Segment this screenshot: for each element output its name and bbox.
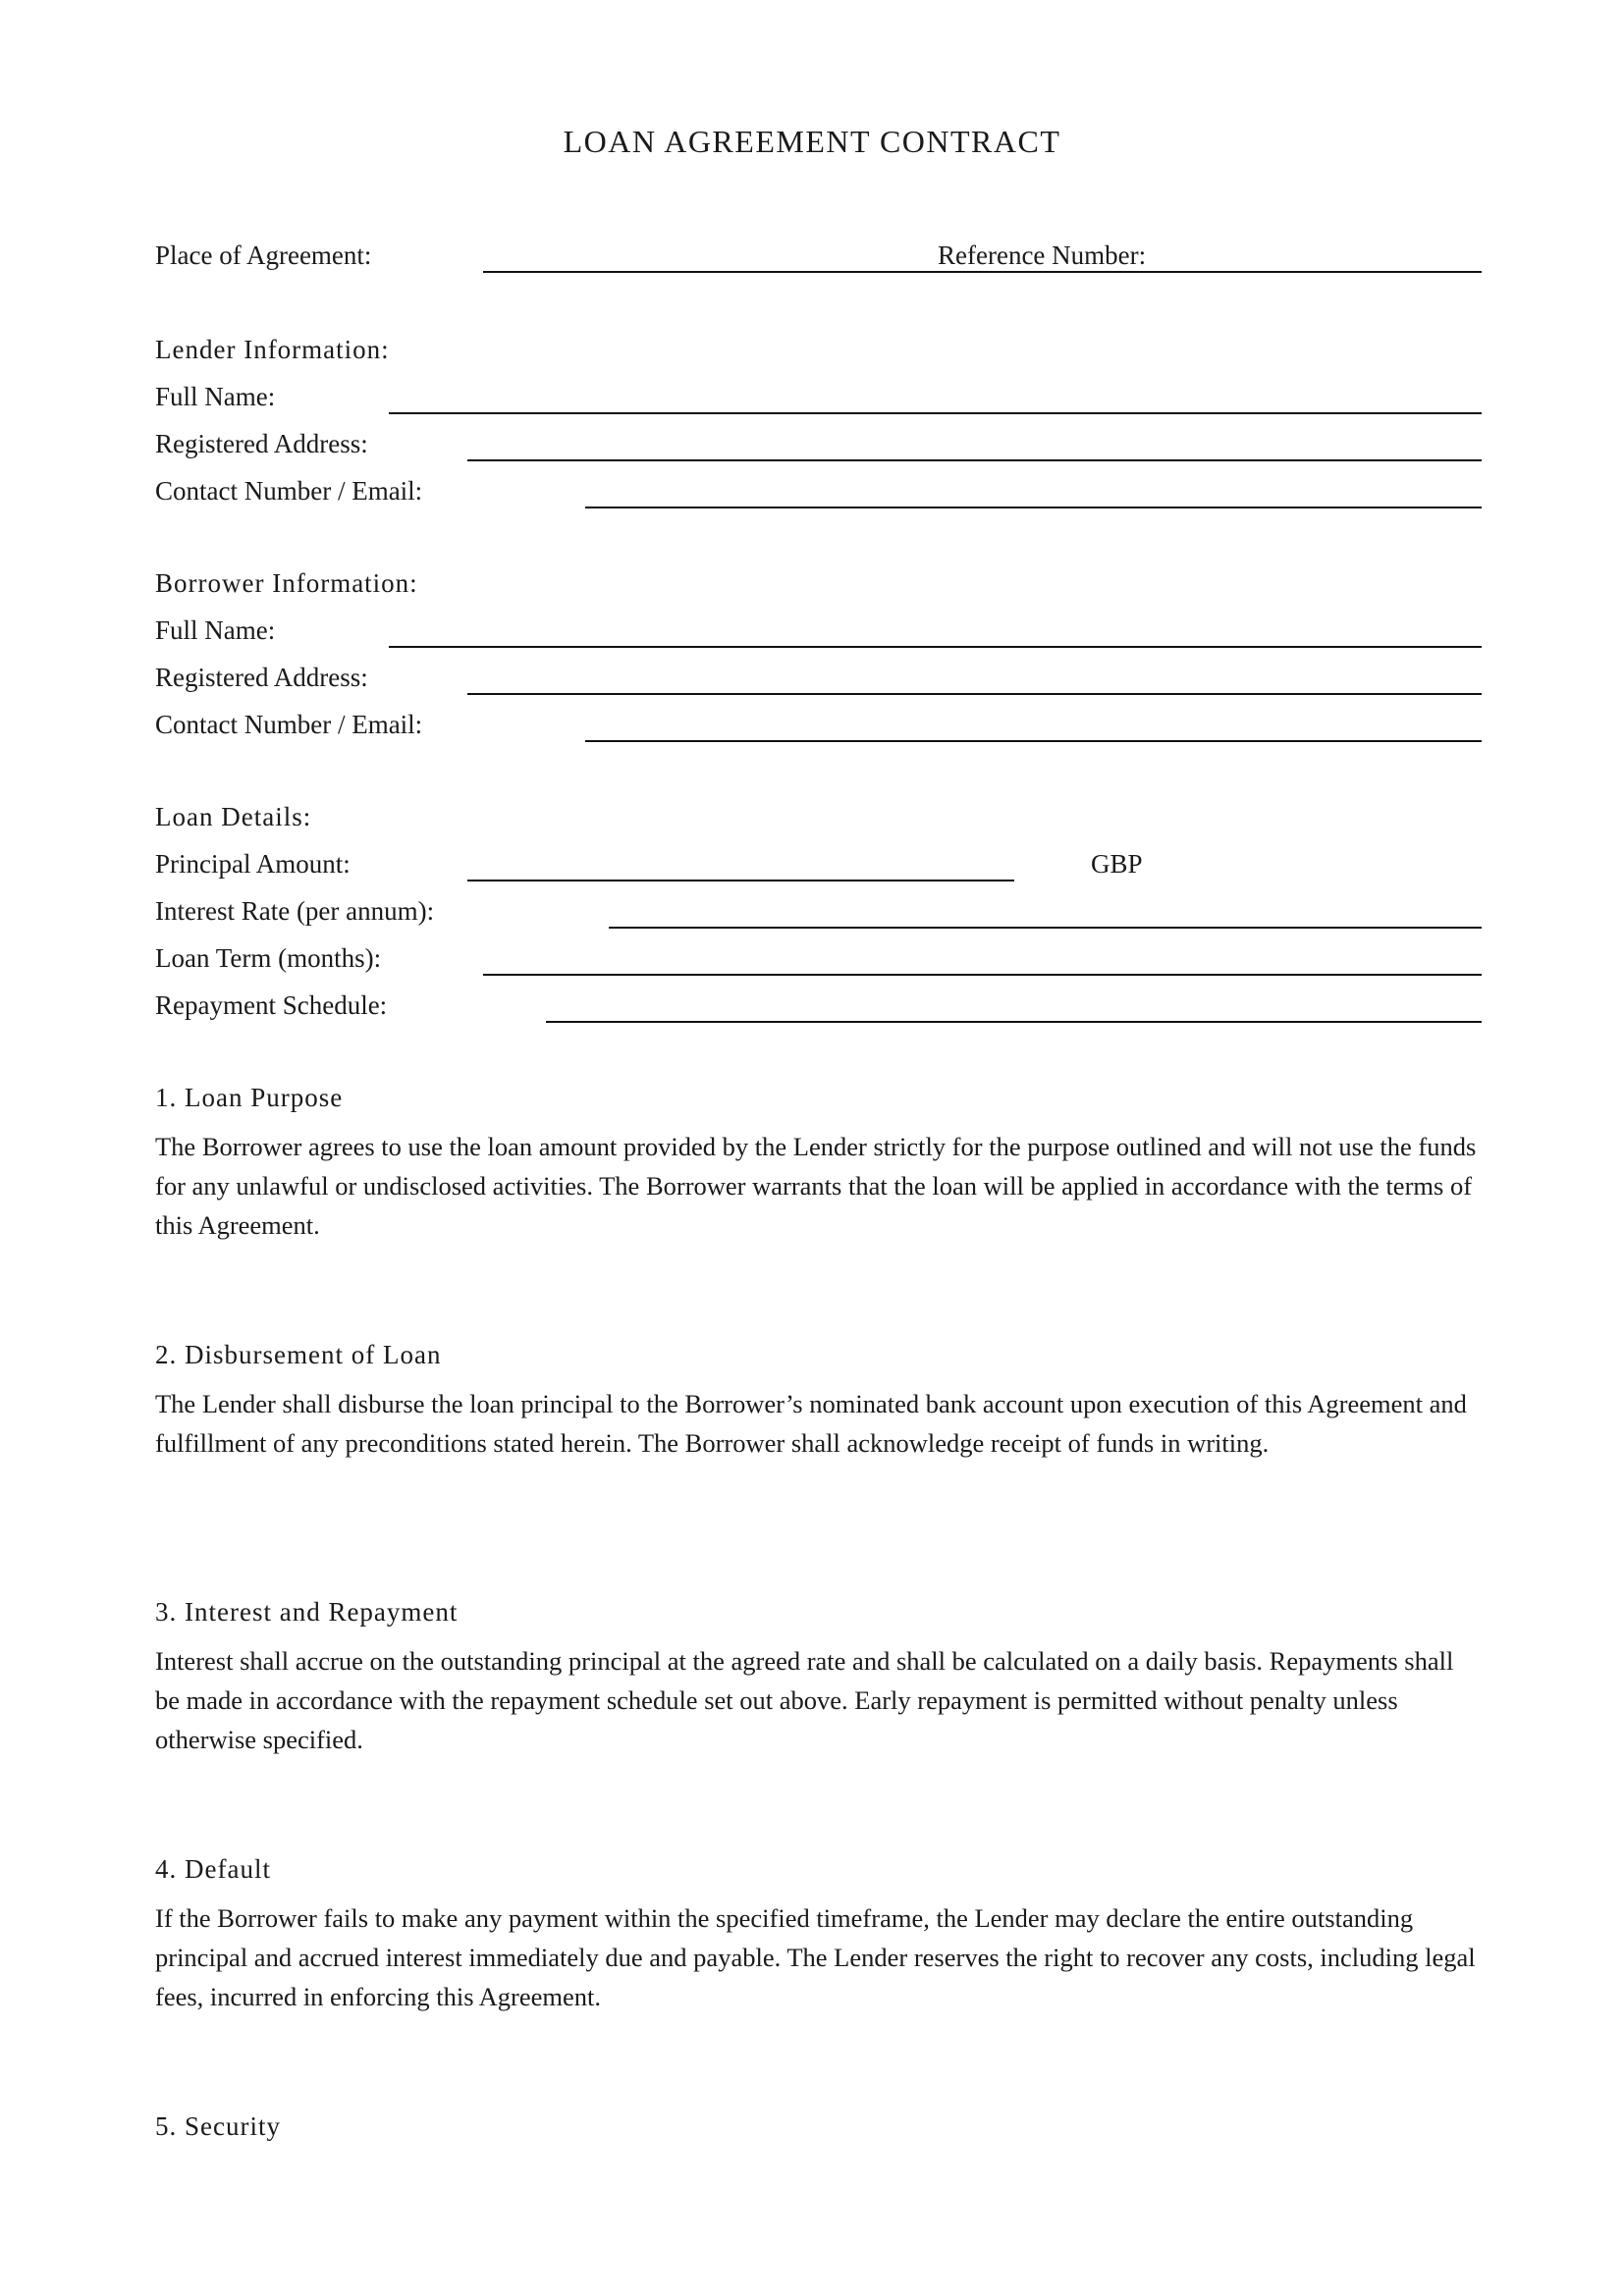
- lender-address-field[interactable]: [467, 459, 1482, 461]
- borrower-contact-label: Contact Number / Email:: [155, 710, 423, 739]
- lender-contact-label: Contact Number / Email:: [155, 476, 423, 506]
- section-body: Interest shall accrue on the outstanding principal at the agreed rate and shall be calculated on a daily basis. Repayments shall be made in accordance with the repayment schedule set out above. Early repayment is permitted without penalty unless otherwise specified.: [155, 1646, 1454, 1754]
- interest-rate-field[interactable]: [609, 927, 1482, 929]
- section-heading: 2. Disbursement of Loan: [155, 1340, 442, 1369]
- place-of-agreement-label: Place of Agreement:: [155, 240, 372, 270]
- borrower-contact-field[interactable]: [585, 740, 1482, 742]
- borrower-address-field[interactable]: [467, 693, 1482, 695]
- loan-term-label: Loan Term (months):: [155, 943, 382, 973]
- borrower-information-heading: Borrower Information:: [155, 568, 418, 598]
- place-of-agreement-field[interactable]: [483, 271, 1482, 273]
- section-body: The Lender shall disburse the loan principal to the Borrower’s nominated bank account upon execution of this Agreement and fulfillment of any preconditions stated herein. The Borrower shall acknowledge receipt of funds in writing.: [155, 1389, 1467, 1458]
- document-title: LOAN AGREEMENT CONTRACT: [563, 124, 1061, 159]
- lender-address-label: Registered Address:: [155, 429, 368, 458]
- section-heading: 4. Default: [155, 1854, 271, 1884]
- section-heading: 1. Loan Purpose: [155, 1083, 344, 1112]
- section-heading: 5. Security: [155, 2111, 281, 2141]
- interest-rate-label: Interest Rate (per annum):: [155, 896, 435, 926]
- repayment-schedule-field[interactable]: [546, 1021, 1482, 1023]
- principal-amount-label: Principal Amount:: [155, 849, 351, 879]
- section-body: The Borrower agrees to use the loan amount provided by the Lender strictly for the purpose outlined and will not use the funds for any unlawful or undisclosed activities. The Borrower warrants that the loan will be applied in accordance with the terms of this Agreement.: [155, 1132, 1477, 1240]
- lender-full-name-label: Full Name:: [155, 382, 276, 411]
- lender-full-name-field[interactable]: [389, 412, 1482, 414]
- currency-label: GBP: [1091, 849, 1143, 879]
- loan-details-heading: Loan Details:: [155, 802, 312, 831]
- lender-information-heading: Lender Information:: [155, 335, 390, 364]
- borrower-full-name-label: Full Name:: [155, 615, 276, 645]
- borrower-full-name-field[interactable]: [389, 646, 1482, 648]
- reference-number-label: Reference Number:: [938, 240, 1147, 270]
- section-heading: 3. Interest and Repayment: [155, 1597, 459, 1627]
- lender-contact-field[interactable]: [585, 507, 1482, 508]
- repayment-schedule-label: Repayment Schedule:: [155, 990, 388, 1020]
- principal-amount-field[interactable]: [467, 880, 1014, 881]
- section-body: If the Borrower fails to make any payment within the specified timeframe, the Lender may declare the entire outstanding principal and accrued interest immediately due and payable. The Lender reserves the right to recover any costs, including legal fees, incurred in enforcing this Agreement.: [155, 1903, 1476, 2011]
- loan-term-field[interactable]: [483, 974, 1482, 976]
- borrower-address-label: Registered Address:: [155, 663, 368, 692]
